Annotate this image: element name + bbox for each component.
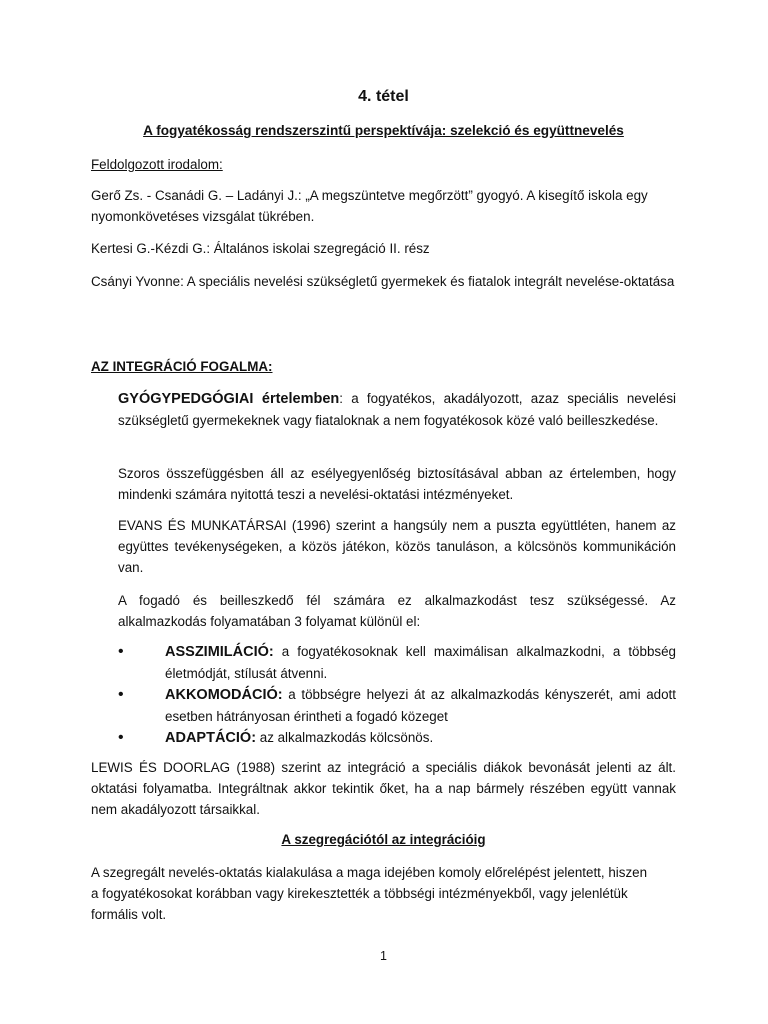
literature-item-2: Kertesi G.-Kézdi G.: Általános iskolai szegregáció II. rész xyxy=(91,241,430,256)
page-title: 4. tétel xyxy=(358,88,409,105)
list-item-text: a fogyatékosoknak kell maximálisan alkalmazkodni, a többség életmódját, stílusát átvenni. xyxy=(165,644,676,681)
list-item-text: a többségre helyezi át az alkalmazkodás kényszerét, ami adott esetben hátrányosan érintheti a fogadó közeget xyxy=(165,687,676,724)
adaptation-process-list xyxy=(118,641,676,749)
section-heading-integration: AZ INTEGRÁCIÓ FOGALMA: xyxy=(91,359,273,374)
list-item-term: AKKOMODÁCIÓ: xyxy=(165,687,283,703)
paragraph-lewis: LEWIS ÉS DOORLAG (1988) szerint az integráció a speciális diákok bevonását jelenti az ált. oktatási folyamatba. Integráltnak akkor tekintik őket, ha a nap bármely részében együtt vannak nem akadályozott társaikkal. xyxy=(91,760,676,817)
definition-term: GYÓGYPEDGÓGIAI értelemben xyxy=(118,391,340,407)
literature-item-1: Gerő Zs. - Csanádi G. – Ladányi J.: „A megszüntetve megőrzött” gyogyó. A kisegítő iskola egy nyomonkövetéses vizsgálat tükrében. xyxy=(91,188,648,224)
section-heading-segregation: A szegregációtól az integrációig xyxy=(281,832,486,847)
list-item xyxy=(118,727,676,749)
definition-text: : a fogyatékos, akadályozott, azaz speciális nevelési szükségletű gyermekeknek vagy fiataloknak a nem fogyatékosok közé való beilleszkedése. xyxy=(118,391,676,428)
paragraph-definition xyxy=(118,388,676,431)
list-item-term: ASSZIMILÁCIÓ: xyxy=(165,644,274,660)
bullet-icon: • xyxy=(118,643,124,660)
paragraph-equal-opportunity: Szoros összefüggésben áll az esélyegyenlőség biztosításával abban az értelemben, hogy mindenki számára nyitottá teszi a nevelési-oktatási intézményeket. xyxy=(118,466,676,502)
list-item-text: az alkalmazkodás kölcsönös. xyxy=(256,730,434,745)
bullet-icon: • xyxy=(118,729,124,746)
list-item xyxy=(118,641,676,684)
literature-item-3: Csányi Yvonne: A speciális nevelési szükségletű gyermekek és fiatalok integrált nevelése-oktatása xyxy=(91,274,675,289)
page-subtitle: A fogyatékosság rendszerszintű perspektívája: szelekció és együttnevelés xyxy=(143,123,624,138)
paragraph-segregation: A szegregált nevelés-oktatás kialakulása a maga idejében komoly előrelépést jelentett, hiszen a fogyatékosokat korábban vagy kirekesztették a többségi intézményekből, vagy jelenlétük formális volt. xyxy=(91,865,648,922)
list-item xyxy=(118,684,676,727)
bullet-icon: • xyxy=(118,686,124,703)
paragraph-evans: EVANS ÉS MUNKATÁRSAI (1996) szerint a hangsúly nem a puszta együttléten, hanem az együttes tevékenységeken, a közös játékon, közös tanuláson, a kölcsönös kommunikáción van. xyxy=(118,518,676,575)
list-item-term: ADAPTÁCIÓ: xyxy=(165,730,257,746)
page-number: 1 xyxy=(380,949,387,963)
literature-label: Feldolgozott irodalom: xyxy=(91,157,223,172)
paragraph-adaptation: A fogadó és beilleszkedő fél számára ez alkalmazkodást tesz szükségessé. Az alkalmazkodás folyamatában 3 folyamat különül el: xyxy=(118,593,676,629)
